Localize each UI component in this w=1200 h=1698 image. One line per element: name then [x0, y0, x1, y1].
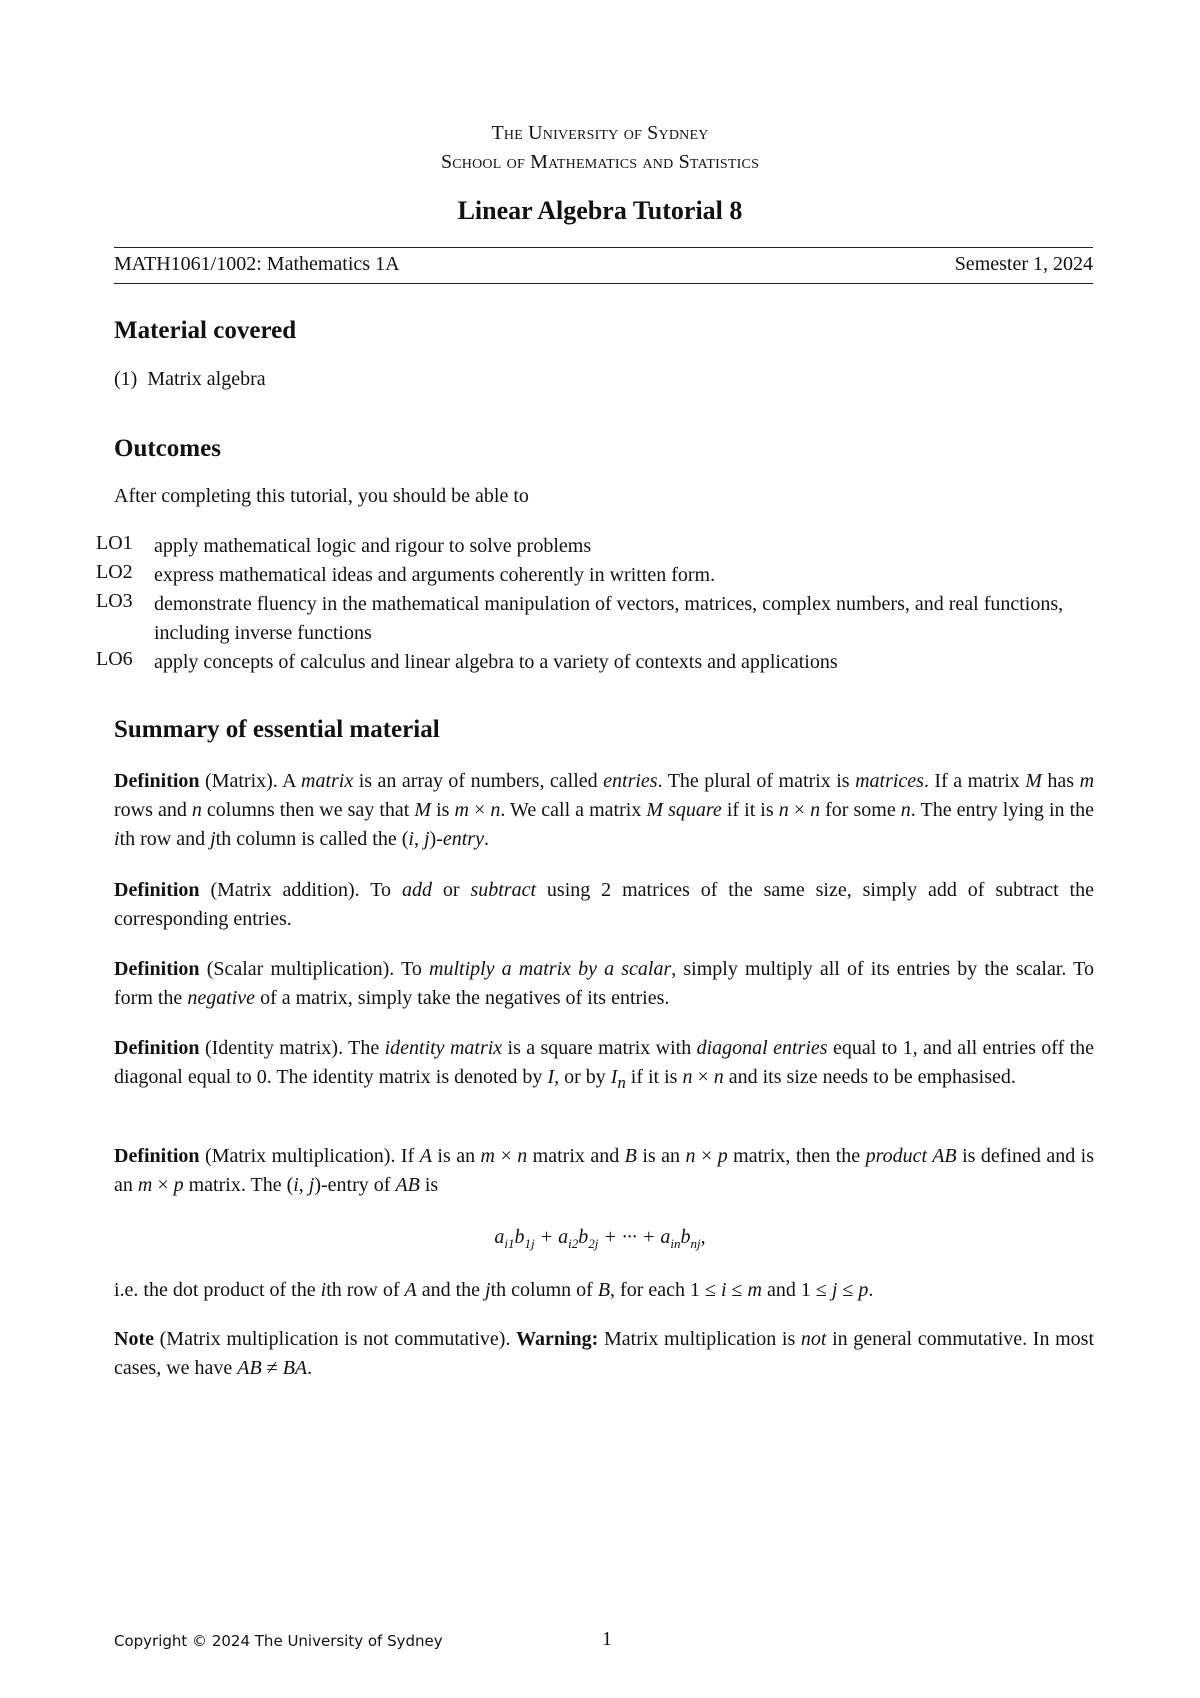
- definition-matrix-addition: Definition (Matrix addition). To add or subtract using 2 matrices of the same size, simply add of subtract the corresponding entries.: [114, 879, 1094, 930]
- definition-scalar-multiplication: Definition (Scalar multiplication). To multiply a matrix by a scalar, simply multiply all of its entries by the scalar. To form the negative of a matrix, simply take the negatives of its entries.: [114, 958, 1094, 1009]
- outcome-code: LO2: [96, 561, 133, 583]
- course-info-row: [114, 253, 1093, 276]
- dot-product-remark: i.e. the dot product of the ith row of A and the jth column of B, for each 1 ≤ i ≤ m and 1 ≤ j ≤ p.: [114, 1279, 874, 1301]
- material-item: [114, 368, 266, 391]
- outcome-text: express mathematical ideas and arguments coherently in written form.: [154, 564, 716, 586]
- definition-label: Definition: [114, 770, 200, 792]
- warning-label: Warning:: [516, 1328, 599, 1350]
- summary-heading: Summary of essential material: [114, 716, 440, 743]
- definition-title: (Scalar multiplication).: [206, 958, 395, 980]
- header-rule-bottom: [114, 283, 1093, 284]
- definition-label: Definition: [114, 879, 200, 901]
- note-title: (Matrix multiplication is not commutative).: [159, 1328, 511, 1350]
- material-item-text: Matrix algebra: [147, 368, 266, 390]
- course-code: MATH1061/1002: Mathematics 1A: [114, 253, 400, 275]
- definition-title: (Identity matrix).: [204, 1037, 344, 1059]
- semester-label: Semester 1, 2024: [954, 253, 1093, 275]
- definition-label: Definition: [114, 1145, 200, 1167]
- definition-identity-matrix: Definition (Identity matrix). The identity matrix is a square matrix with diagonal entries equal to 1, and all entries off the diagonal equal to 0. The identity matrix is denoted by I, or by $I_n$ if it is n × n and its size needs to be emphasised.: [114, 1037, 1095, 1092]
- outcome-code: LO3: [96, 590, 133, 612]
- note-label: Note: [114, 1328, 154, 1350]
- material-item-number: (1): [114, 368, 138, 390]
- outcomes-heading: Outcomes: [114, 435, 221, 462]
- definition-title: (Matrix multiplication).: [205, 1145, 396, 1167]
- university-name: The University of Sydney: [491, 122, 709, 144]
- outcome-code: LO1: [96, 532, 133, 554]
- school-name: School of Mathematics and Statistics: [440, 151, 760, 173]
- definition-matrix-multiplication: Definition (Matrix multiplication). If A is an m × n matrix and B is an n × p matrix, then the product AB is defined and is an m × p matrix. The (i, j)-entry of AB is: [114, 1145, 1095, 1196]
- page-number: 1: [602, 1628, 612, 1650]
- definition-matrix: Definition (Matrix). A matrix is an array of numbers, called entries. The plural of matrix is matrices. If a matrix M has m rows and n columns then we say that M is m × n. We call a matrix M square if it is n × n for some n. The entry lying in the ith row and jth column is called the (i, j)-entry.: [114, 770, 1095, 850]
- outcome-text: apply mathematical logic and rigour to solve problems: [154, 535, 592, 557]
- material-covered-heading: Material covered: [114, 317, 297, 344]
- document-title: Linear Algebra Tutorial 8: [457, 196, 743, 225]
- header-rule-top: [114, 247, 1093, 248]
- display-equation: $a_{i1}b_{1j} + a_{i2}b_{2j}$ + ··· + $a_{in}b_{nj}$,: [494, 1226, 706, 1251]
- outcome-text: apply concepts of calculus and linear algebra to a variety of contexts and applications: [154, 651, 838, 673]
- definition-title: (Matrix addition).: [210, 879, 360, 901]
- outcome-text: demonstrate fluency in the mathematical manipulation of vectors, matrices, complex numbers, and real functions, including inverse functions: [154, 593, 1064, 644]
- definition-label: Definition: [114, 1037, 200, 1059]
- note-not-commutative: Note (Matrix multiplication is not commutative). Warning: Matrix multiplication is not in general commutative. In most cases, we have AB ≠ BA.: [114, 1328, 1095, 1379]
- definition-label: Definition: [114, 958, 200, 980]
- footer-copyright: Copyright © 2024 The University of Sydney: [114, 1632, 443, 1650]
- outcome-code: LO6: [96, 648, 133, 670]
- outcomes-intro: After completing this tutorial, you should be able to: [114, 485, 529, 507]
- definition-title: (Matrix).: [205, 770, 278, 792]
